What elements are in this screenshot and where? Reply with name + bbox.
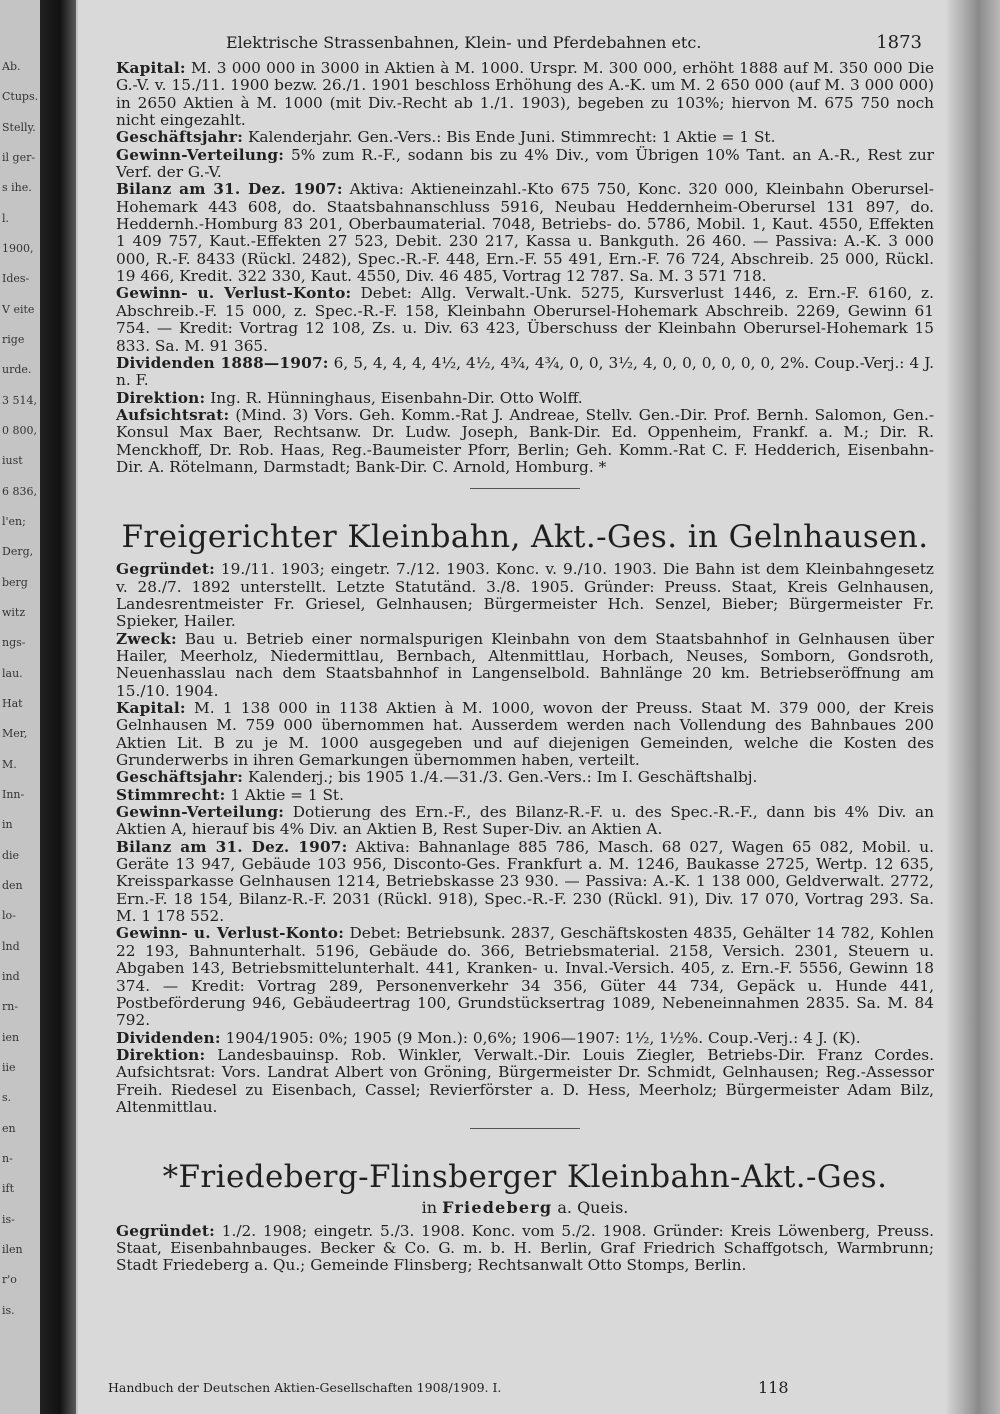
entry-paragraph xyxy=(116,1047,934,1116)
margin-fragment: die xyxy=(2,848,20,862)
company-location xyxy=(116,1199,934,1216)
entry-term: Geschäftsjahr: xyxy=(116,768,244,787)
entry-text: 5% zum R.-F., sodann bis zu 4% Div., vom Übrigen 10% Tant. an A.-R., Rest zur Verf. der G.-V. xyxy=(116,145,934,182)
margin-fragment: lau. xyxy=(2,666,23,680)
entry-text: Kalenderj.; bis 1905 1./4.—31./3. Gen.-Vers.: Im I. Geschäftshalbj. xyxy=(243,768,758,787)
margin-fragment: M. xyxy=(2,757,17,771)
entry-paragraph xyxy=(116,60,934,129)
margin-fragment: l'en; xyxy=(2,515,26,528)
margin-fragment: Ides- xyxy=(2,272,30,286)
separator-rule xyxy=(470,1128,580,1129)
entry-text: Landesbauinsp. Rob. Winkler, Verwalt.-Dir. Louis Ziegler, Betriebs-Dir. Franz Cordes. Aufsichtsrat: Vors. Landrat Albert von Gröning, Bürgermeister Dr. Schmidt, Gelnhausen; Reg.-Assessor Freih. Riedesel zu Eisenbach, Cassel; Revierförster a. D. Hess, Meerholz; Bürgermeister Adam Bilz, Altenmittlau. xyxy=(116,1045,934,1116)
margin-fragment: l. xyxy=(2,211,10,225)
entry-paragraph xyxy=(116,407,934,476)
margin-fragment: berg xyxy=(2,575,28,589)
entry-text: 1904/1905: 0%; 1905 (9 Mon.): 0,6%; 1906—1907: 1½, 1½%. Coup.-Verj.: 4 J. (K). xyxy=(220,1028,861,1047)
footer-number: 118 xyxy=(758,1378,789,1397)
entry-text: M. 3 000 000 in 3000 in Aktien à M. 1000. Urspr. M. 300 000, erhöht 1888 auf M. 350 000 Die G.-V. v. 15./11. 1900 bezw. 26./1. 1901 beschloss Erhöhung des A.-K. um M. 2 650 000 (auf M. 3 000 000) in 2650 Aktien à M. 1000 (mit Div.-Recht ab 1./1. 1903), begeben zu 103%; hiervon M. 675 750 noch nicht eingezahlt. xyxy=(116,59,934,130)
entry-term: Dividenden 1888—1907: xyxy=(116,353,329,372)
margin-fragment: Mer, xyxy=(2,727,28,741)
margin-fragment: n- xyxy=(2,1152,13,1165)
entry-paragraph xyxy=(116,1223,934,1275)
entry-paragraph xyxy=(116,390,934,407)
running-head xyxy=(116,34,934,60)
margin-fragment: is- xyxy=(2,1212,15,1226)
entry-term: Bilanz am 31. Dez. 1907: xyxy=(116,837,348,856)
margin-fragment: lo- xyxy=(2,909,16,923)
entry-paragraph xyxy=(116,285,934,354)
right-edge-strip xyxy=(946,0,1000,1414)
location-suffix: a. Queis. xyxy=(552,1198,629,1218)
margin-fragment: rn- xyxy=(2,1000,19,1014)
margin-fragment: s. xyxy=(2,1091,12,1105)
margin-fragment: Ctups. xyxy=(2,90,39,104)
entry-paragraph xyxy=(116,804,934,839)
entry-text: (Mind. 3) Vors. Geh. Komm.-Rat J. Andreae, Stellv. Gen.-Dir. Prof. Bernh. Salomon, Gen.-Konsul Max Baer, Rechtsanw. Dr. Ludw. Joseph, Bank-Dir. Ed. Oppenheim, Frankf. a. M.; Dir. R. Menckhoff, Dr. Rob. Haas, Reg.-Baumeister Pforr, Berlin; Geh. Komm.-Rat C. F. Hedderich, Eisenbahn-Dir. A. Rötelmann, Darmstadt; Bank-Dir. C. Arnold, Homburg. * xyxy=(116,405,934,476)
entry-term: Gewinn-Verteilung: xyxy=(116,803,285,822)
location-prefix: in xyxy=(421,1198,443,1218)
entry-text: 1./2. 1908; eingetr. 5./3. 1908. Konc. vom 5./2. 1908. Gründer: Kreis Löwenberg, Preuss. Staat, Eisenbahnbauges. Becker & Co. G. m. b. H. Berlin, Graf Friedrich Schaffgotsch, Warmbrunn; Stadt Friedeberg a. Qu.; Gemeinde Flinsberg; Rechtsanwalt Otto Stomps, Berlin. xyxy=(116,1221,934,1275)
binding-edge xyxy=(40,0,76,1414)
friedeberg-block xyxy=(116,1223,934,1275)
margin-fragment: 6 836, xyxy=(2,484,37,498)
margin-fragment: urde. xyxy=(2,363,32,377)
margin-fragment: en xyxy=(2,1121,16,1135)
margin-fragment: is. xyxy=(2,1303,15,1317)
book-page xyxy=(78,0,946,1414)
entry-term: Bilanz am 31. Dez. 1907: xyxy=(116,180,343,199)
margin-fragment: ilen xyxy=(2,1243,23,1256)
entry-paragraph xyxy=(116,129,934,146)
entry-text: Dotierung des Ern.-F., des Bilanz-R.-F. u. des Spec.-R.-F., dann bis 4% Div. an Aktien A, hierauf bis 4% Div. an Aktien B, Rest Super-Div. an Aktien A. xyxy=(116,803,934,839)
company-title-friedeberg: *Friedeberg-Flinsberger Kleinbahn-Akt.-Ges. xyxy=(162,1159,888,1196)
entry-paragraph xyxy=(116,181,934,285)
margin-fragment: ien xyxy=(2,1030,20,1044)
page-footer xyxy=(108,1380,848,1395)
margin-fragment: 3 514, xyxy=(2,393,37,407)
entry-term: Geschäftsjahr: xyxy=(116,128,244,147)
page-number: 1873 xyxy=(876,32,922,53)
entry-term: Direktion: xyxy=(116,388,206,407)
entry-term: Kapital: xyxy=(116,699,186,717)
margin-fragment: V eite xyxy=(2,302,35,316)
margin-fragment: 0 800, xyxy=(2,424,37,437)
entry-text: Aktiva: Aktieneinzahl.-Kto 675 750, Konc. 320 000, Kleinbahn Oberursel-Hohemark 443 608, do. Staatsbahnanschluss 5916, Neubau Heddernheim-Oberursel 131 897, do. Heddernh.-Homburg 83 201, Oberbaumaterial. 7048, Betriebs- do. 5786, Mobil. 1, Kaut. 4550, Effekten 1 409 757, Kaut.-Effekten 27 523, Debit. 230 217, Kassa u. Bankguth. 26 460. — Passiva: A.-K. 3 000 000, R.-F. 8433 (Rückl. 2482), Spec.-R.-F. 448, Ern.-F. 55 491, Ern.-F. 76 724, Abschreib. 25 000, Rückl. 19 466, Kredit. 322 330, Kaut. 4550, Div. 46 485, Vortrag 12 787. Sa. M. 3 571 718. xyxy=(116,180,934,286)
entry-term: Gegründet: xyxy=(116,560,215,579)
entry-text: 19./11. 1903; eingetr. 7./12. 1903. Konc. v. 9./10. 1903. Die Bahn ist dem Kleinbahngesetz v. 28./7. 1892 unterstellt. Letzte Statutänd. 3./8. 1905. Gründer: Preuss. Staat, Kreis Gelnhausen, Landesrentmeister Fr. Griesel, Gelnhausen; Bürgermeister Hch. Senzel, Bieber; Bürgermeister Fr. Spieker, Hailer. xyxy=(116,560,934,631)
margin-fragment: r'o xyxy=(2,1273,17,1287)
entry-text: Bau u. Betrieb einer normalspurigen Kleinbahn von dem Staatsbahnhof in Gelnhausen über Hailer, Meerholz, Niedermittlau, Bernbach, Altenmittlau, Horbach, Neuses, Somborn, Gondsroth, Neuenhasslau nach dem Staatsbahnhof in Langenselbold. Bahnlänge 20 km. Betriebseröffnung am 15./10. 1904. xyxy=(116,629,934,700)
entry-paragraph xyxy=(116,700,934,769)
margin-fragment: witz xyxy=(2,606,26,619)
location-city: Friedeberg xyxy=(442,1198,553,1218)
entry-text: Debet: Betriebsunk. 2837, Geschäftskosten 4835, Gehälter 14 782, Kohlen 22 193, Bahnunterhalt. 5196, Gebäude do. 366, Betriebsmaterial. 2158, Versich. 2301, Steuern u. Abgaben 143, Betriebsmittelunterhalt. 441, Kranken- u. Inval.-Versich. 405, z. Ern.-F. 5556, Gewinn 18 374. — Kredit: Vortrag 289, Personenverkehr 34 356, Güter 44 734, Gepäck u. Hunde 441, Postbeförderung 946, Gebäudeertrag 100, Grundstücksertrag 1089, Nebeneinnahmen 2835. Sa. M. 84 792. xyxy=(116,924,934,1030)
entry-paragraph xyxy=(116,561,934,630)
company-title-freigerichter: Freigerichter Kleinbahn, Akt.-Ges. in Gelnhausen. xyxy=(121,519,929,556)
margin-fragment: rige xyxy=(2,333,25,346)
margin-fragment: Ab. xyxy=(2,60,21,73)
entry-term: Dividenden: xyxy=(116,1028,221,1047)
footer-text: Handbuch der Deutschen Aktien-Gesellschaften 1908/1909. I. xyxy=(108,1380,502,1395)
entry-term: Kapital: xyxy=(116,59,186,77)
entry-term: Aufsichtsrat: xyxy=(116,405,230,424)
entry-text: M. 1 138 000 in 1138 Aktien à M. 1000, wovon der Preuss. Staat M. 379 000, der Kreis Gelnhausen M. 759 000 übernommen hat. Ausserdem werden nach Vollendung des Bahnbaues 200 Aktien Lit. B zu je M. 1000 ausgegeben und auf diejenigen Gemeinden, welche die Kosten des Grunderwerbs in ihren Gemarkungen übernommen haben, verteilt. xyxy=(116,699,934,770)
entry-term: Stimmrecht: xyxy=(116,785,226,804)
margin-fragment: s ihe. xyxy=(2,181,32,195)
section1-block xyxy=(116,60,934,476)
separator-rule xyxy=(470,488,580,489)
margin-fragment: Stelly. xyxy=(2,120,36,134)
entry-paragraph xyxy=(116,787,934,804)
page-content xyxy=(116,34,934,1275)
margin-fragment: ift xyxy=(2,1182,15,1196)
entry-text: 1 Aktie = 1 St. xyxy=(225,785,344,804)
entry-paragraph xyxy=(116,925,934,1029)
entry-text: Debet: Allg. Verwalt.-Unk. 5275, Kursverlust 1446, z. Ern.-F. 6160, z. Abschreib.-F. 15 000, z. Spec.-R.-F. 158, Kleinbahn Oberursel-Hohemark Abschreib. 2269, Gewinn 61 754. — Kredit: Vortrag 12 108, Zs. u. Div. 63 423, Überschuss der Kleinbahn Oberursel-Hohemark 15 833. Sa. M. 91 365. xyxy=(116,284,934,355)
margin-fragment: ind xyxy=(2,970,20,983)
margin-fragment: Hat xyxy=(2,697,23,710)
margin-fragment: iie xyxy=(2,1061,16,1074)
running-head-title: Elektrische Strassenbahnen, Klein- und Pferdebahnen etc. xyxy=(226,33,702,52)
entry-paragraph xyxy=(116,769,934,786)
margin-fragment: iust xyxy=(2,454,23,468)
margin-fragment: ngs- xyxy=(2,636,26,650)
margin-fragment: den xyxy=(2,879,23,892)
freigerichter-block xyxy=(116,561,934,1116)
entry-term: Zweck: xyxy=(116,629,177,648)
entry-term: Gewinn- u. Verlust-Konto: xyxy=(116,924,345,943)
entry-term: Gewinn-Verteilung: xyxy=(116,145,285,164)
entry-paragraph xyxy=(116,839,934,926)
entry-paragraph xyxy=(116,147,934,182)
margin-fragment: il ger- xyxy=(2,151,36,164)
entry-paragraph xyxy=(116,355,934,390)
entry-term: Gegründet: xyxy=(116,1221,215,1240)
margin-fragment: 1900, xyxy=(2,242,34,255)
entry-term: Gewinn- u. Verlust-Konto: xyxy=(116,284,352,303)
margin-fragment: lnd xyxy=(2,939,20,953)
entry-text: Kalenderjahr. Gen.-Vers.: Bis Ende Juni. Stimmrecht: 1 Aktie = 1 St. xyxy=(243,128,776,147)
entry-paragraph xyxy=(116,631,934,700)
margin-fragment: in xyxy=(2,818,13,832)
entry-text: Ing. R. Hünninghaus, Eisenbahn-Dir. Otto Wolff. xyxy=(205,388,583,407)
margin-fragment: Derg, xyxy=(2,545,34,559)
entry-paragraph xyxy=(116,1030,934,1047)
entry-text: Aktiva: Bahnanlage 885 786, Masch. 68 027, Wagen 65 082, Mobil. u. Geräte 13 947, Gebäude 103 956, Disconto-Ges. Frankfurt a. M. 1246, Baukasse 2725, Wertp. 12 635, Kreissparkasse Gelnhausen 1214, Betriebskasse 23 930. — Passiva: A.-K. 1 138 000, Geldverwalt. 2772, Ern.-F. 18 154, Bilanz-R.-F. 2031 (Rückl. 918), Spec.-R.-F. 230 (Rückl. 91), Div. 17 070, Vortrag 293. Sa. M. 1 178 552. xyxy=(116,837,934,926)
entry-term: Direktion: xyxy=(116,1045,206,1064)
margin-fragment: Inn- xyxy=(2,788,25,801)
entry-text: 6, 5, 4, 4, 4, 4½, 4½, 4¾, 4¾, 0, 0, 3½, 4, 0, 0, 0, 0, 0, 0, 2%. Coup.-Verj.: 4 J. n. F. xyxy=(116,353,934,390)
